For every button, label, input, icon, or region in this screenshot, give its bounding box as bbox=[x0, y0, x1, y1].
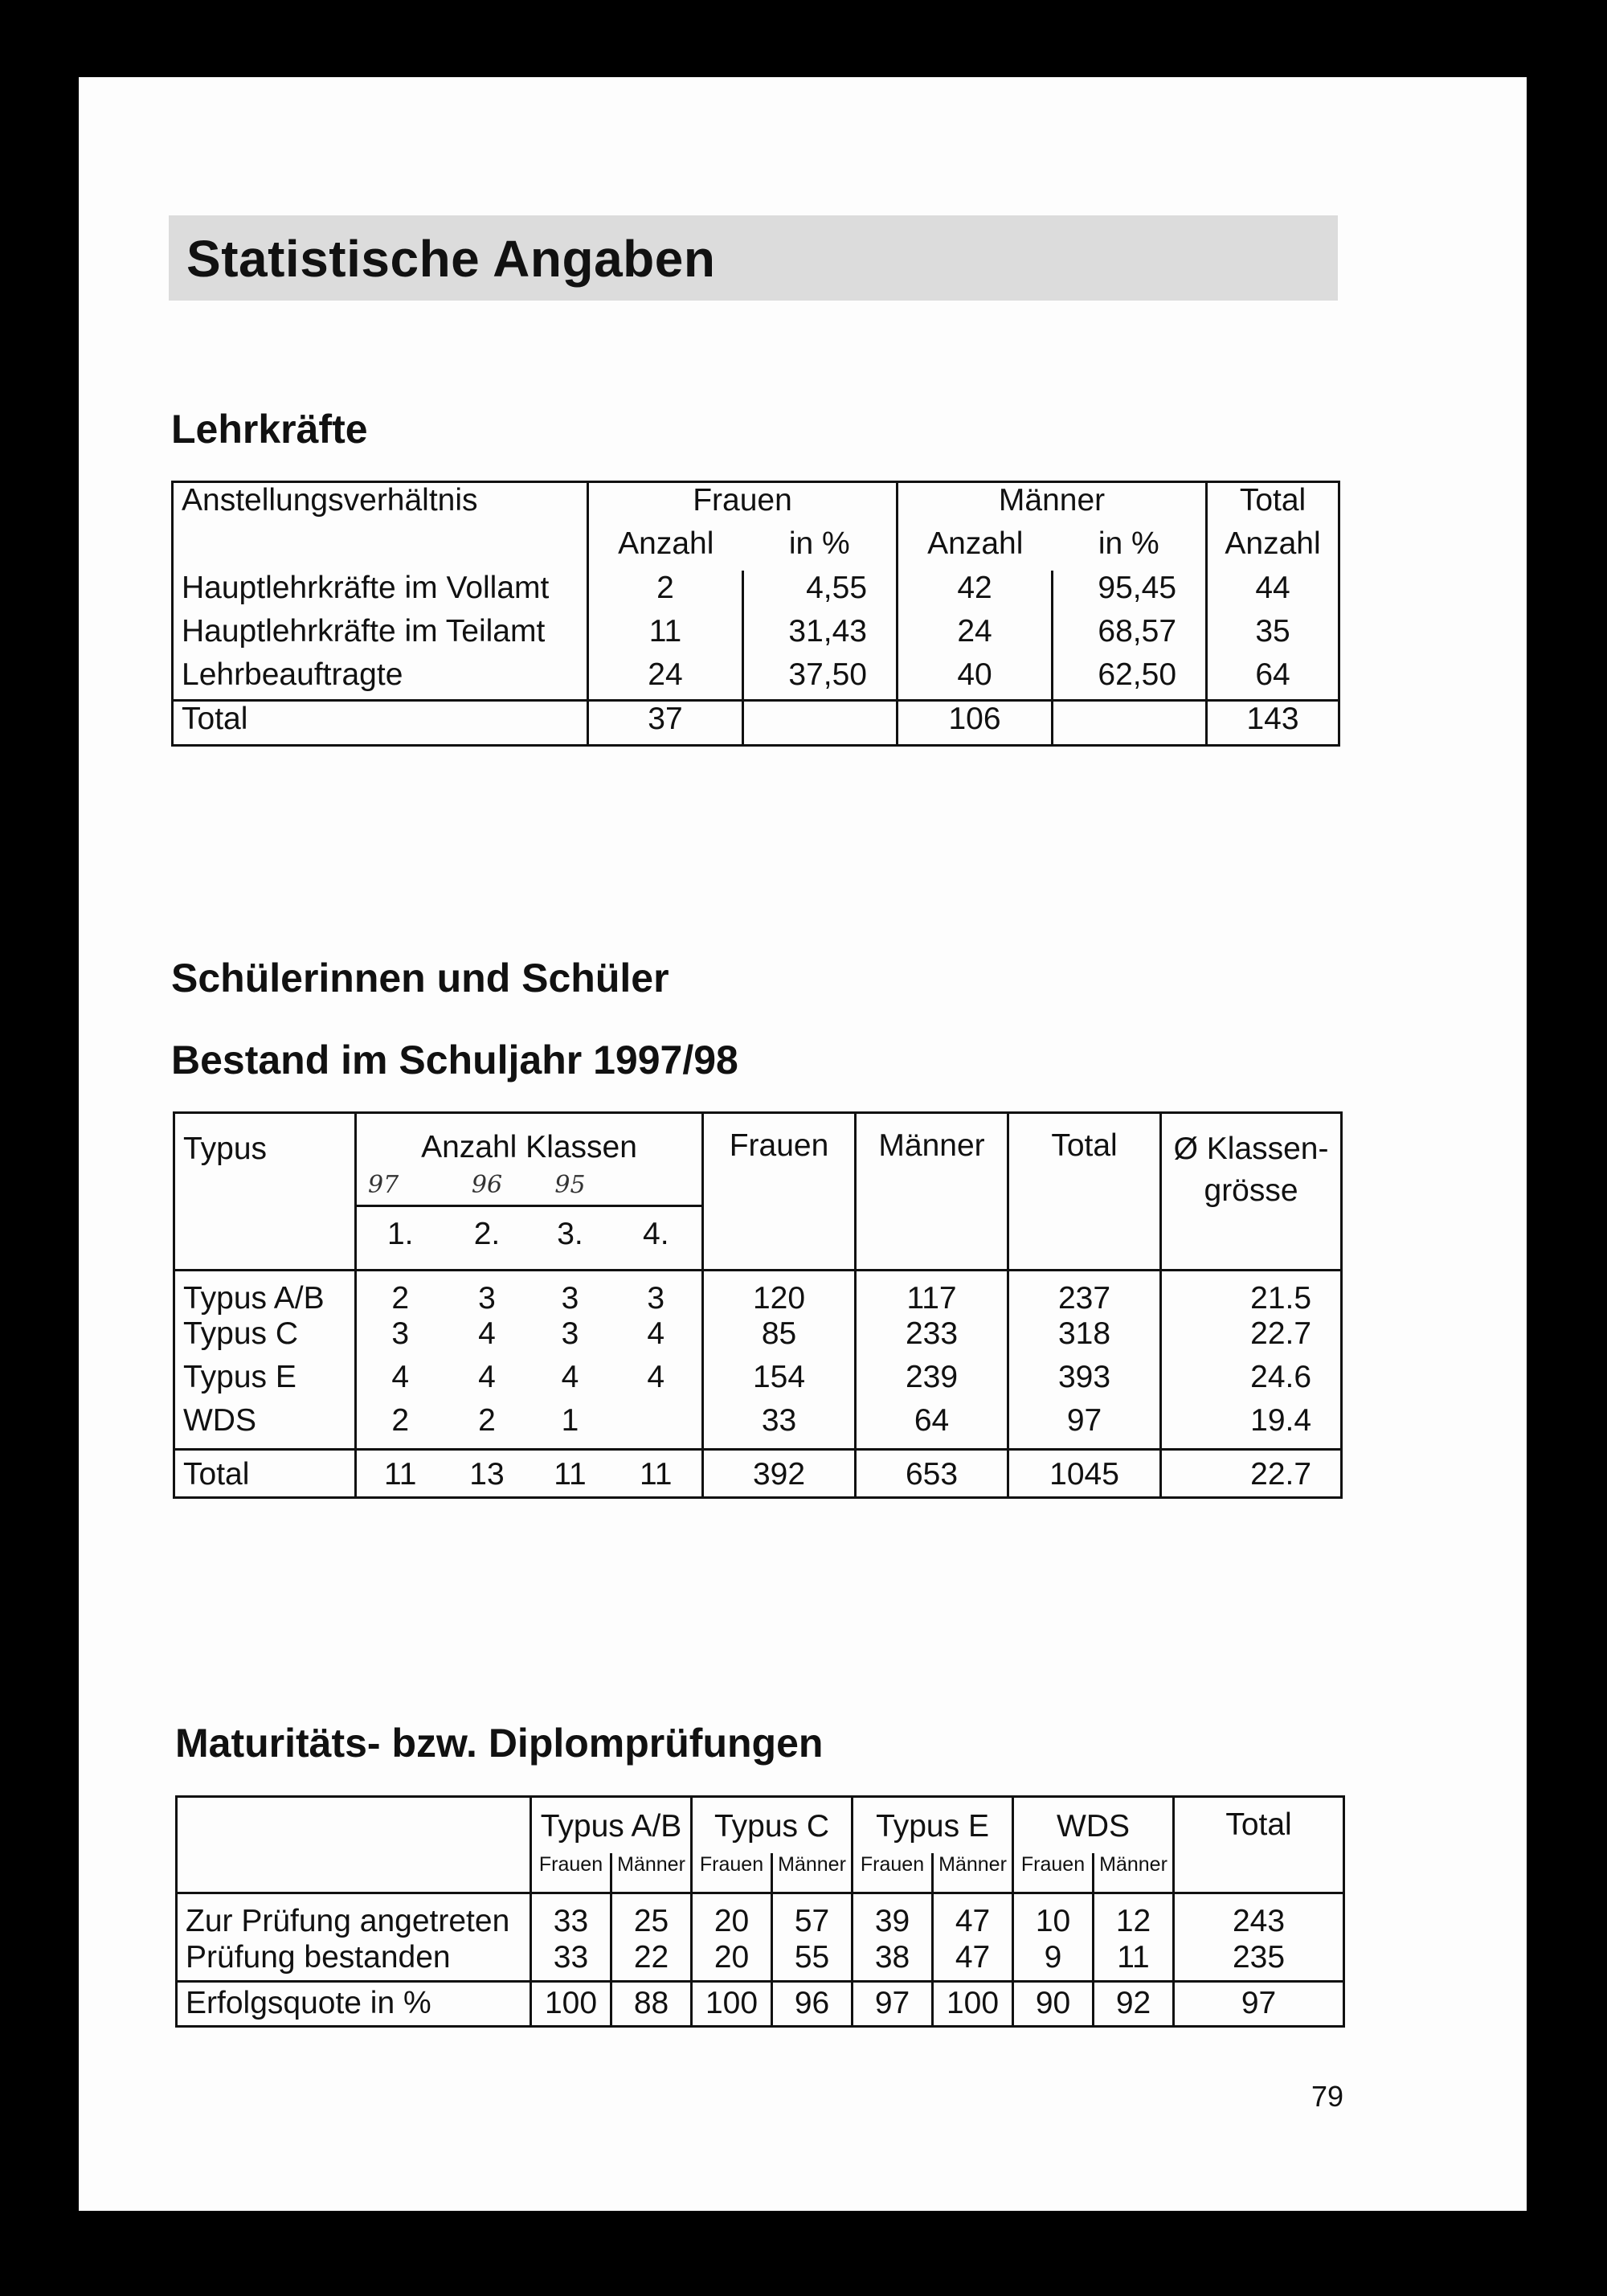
empty-cell bbox=[611, 1165, 703, 1205]
total-row bbox=[173, 701, 1339, 746]
cell-value: 12 bbox=[1094, 1893, 1174, 1940]
cell-groesse: 21.5 bbox=[1161, 1270, 1342, 1316]
header-maenner: Männer bbox=[856, 1113, 1008, 1271]
row-label: Hauptlehrkräfte im Vollamt bbox=[173, 571, 588, 614]
quote-total: 97 bbox=[1174, 1982, 1344, 2027]
cell-k1: 2 bbox=[391, 1402, 410, 1438]
handwritten-year: 95 bbox=[554, 1171, 586, 1199]
handwritten-year: 97 bbox=[368, 1171, 399, 1199]
cell-k4 bbox=[611, 1403, 703, 1450]
cell-k2: 4 bbox=[478, 1316, 496, 1351]
cell-k2: 3 bbox=[444, 1270, 530, 1316]
cell-total: 35 bbox=[1207, 614, 1339, 657]
cell-frauen-anzahl: 2 bbox=[588, 571, 743, 614]
cell-k3: 1 bbox=[561, 1402, 579, 1438]
page-number: 79 bbox=[1311, 2080, 1344, 2113]
table-row bbox=[174, 1360, 1342, 1403]
cell-frauen: 33 bbox=[703, 1403, 856, 1450]
header-total-anzahl: Anzahl bbox=[1207, 526, 1339, 571]
cell-maenner: 239 bbox=[856, 1360, 1008, 1403]
cell-total: 243 bbox=[1174, 1893, 1344, 1940]
table-row bbox=[173, 657, 1339, 701]
cell-value: 22 bbox=[611, 1940, 692, 1982]
empty-header-cell bbox=[177, 1797, 531, 1893]
cell-total: 393 bbox=[1008, 1360, 1161, 1403]
header-klasse-2: 2. bbox=[444, 1205, 530, 1270]
header-typus-e: Typus E bbox=[853, 1797, 1013, 1853]
cell-total: 237 bbox=[1008, 1270, 1161, 1316]
row-label: Prüfung bestanden bbox=[177, 1940, 531, 1982]
cell-value: 47 bbox=[933, 1893, 1013, 1940]
cell-value: 10 bbox=[1013, 1893, 1094, 1940]
header-typus-c: Typus C bbox=[692, 1797, 853, 1853]
cell-value: 25 bbox=[611, 1893, 692, 1940]
table-row bbox=[177, 1893, 1344, 1940]
total-maenner: 653 bbox=[856, 1450, 1008, 1498]
row-typus: Typus E bbox=[174, 1360, 356, 1403]
header-frauen: Frauen bbox=[692, 1853, 772, 1893]
quote-row bbox=[177, 1982, 1344, 2027]
cell-k2: 2 bbox=[478, 1402, 496, 1438]
cell-value: 47 bbox=[933, 1940, 1013, 1982]
empty-cell bbox=[1053, 701, 1207, 746]
header-maenner: Männer bbox=[611, 1853, 692, 1893]
schueler-subheading: Bestand im Schuljahr 1997/98 bbox=[171, 1037, 738, 1083]
header-maenner-anzahl: Anzahl bbox=[927, 526, 1024, 561]
total-k4: 11 bbox=[611, 1450, 703, 1498]
total-total: 1045 bbox=[1008, 1450, 1161, 1498]
cell-frauen-anzahl: 24 bbox=[588, 657, 743, 701]
row-typus: Typus C bbox=[174, 1316, 356, 1360]
total-frauen: 392 bbox=[703, 1450, 856, 1498]
header-maenner: Männer bbox=[772, 1853, 853, 1893]
cell-groesse: 19.4 bbox=[1161, 1403, 1342, 1450]
cell-maenner-pct: 62,50 bbox=[1053, 657, 1207, 701]
header-frauen: Frauen bbox=[703, 1113, 856, 1271]
header-frauen-anzahl: Anzahl bbox=[618, 526, 714, 561]
total-maenner: 106 bbox=[898, 701, 1053, 746]
cell-k3: 3 bbox=[530, 1270, 611, 1316]
quote-value: 90 bbox=[1013, 1982, 1094, 2027]
cell-value: 33 bbox=[531, 1940, 611, 1982]
total-k3: 11 bbox=[530, 1450, 611, 1498]
quote-value: 100 bbox=[933, 1982, 1013, 2027]
header-maenner-pct: in % bbox=[1053, 526, 1207, 571]
header-wds: WDS bbox=[1013, 1797, 1174, 1853]
cell-maenner-anzahl: 24 bbox=[898, 614, 1053, 657]
quote-value: 96 bbox=[772, 1982, 853, 2027]
cell-groesse: 22.7 bbox=[1161, 1316, 1342, 1360]
cell-frauen: 85 bbox=[703, 1316, 856, 1360]
total-label: Total bbox=[173, 701, 588, 746]
cell-frauen-pct: 4,55 bbox=[743, 571, 898, 614]
table-row bbox=[174, 1403, 1342, 1450]
cell-maenner-anzahl: 40 bbox=[898, 657, 1053, 701]
cell-frauen: 154 bbox=[703, 1360, 856, 1403]
quote-value: 100 bbox=[692, 1982, 772, 2027]
page-title: Statistische Angaben bbox=[186, 230, 716, 288]
lehrkraefte-heading: Lehrkräfte bbox=[171, 407, 368, 452]
cell-k3: 3 bbox=[561, 1316, 579, 1351]
header-klasse-4: 4. bbox=[611, 1205, 703, 1270]
header-frauen: Frauen bbox=[588, 482, 898, 526]
hand-note-cell bbox=[444, 1165, 530, 1205]
row-label: Hauptlehrkräfte im Teilamt bbox=[173, 614, 588, 657]
total-frauen: 37 bbox=[588, 701, 743, 746]
cell-k1: 2 bbox=[356, 1270, 444, 1316]
cell-value: 20 bbox=[692, 1940, 772, 1982]
header-klassengroesse bbox=[1161, 1113, 1342, 1271]
pruefungen-heading: Maturitäts- bzw. Diplomprüfungen bbox=[175, 1721, 824, 1766]
quote-label: Erfolgsquote in % bbox=[177, 1982, 531, 2027]
header-frauen-pct: in % bbox=[743, 526, 898, 571]
hand-note-cell bbox=[356, 1165, 444, 1205]
empty-cell bbox=[743, 701, 898, 746]
cell-value: 39 bbox=[853, 1893, 933, 1940]
handwritten-year: 96 bbox=[471, 1171, 503, 1199]
klassengroesse-line2: grösse bbox=[1204, 1173, 1298, 1208]
cell-groesse: 24.6 bbox=[1161, 1360, 1342, 1403]
total-k1: 11 bbox=[356, 1450, 444, 1498]
header-maenner: Männer bbox=[933, 1853, 1013, 1893]
cell-k3: 4 bbox=[561, 1359, 579, 1394]
cell-total: 44 bbox=[1207, 571, 1339, 614]
lehrkraefte-table bbox=[171, 481, 1340, 747]
cell-maenner: 233 bbox=[856, 1316, 1008, 1360]
total-groesse: 22.7 bbox=[1161, 1450, 1342, 1498]
cell-maenner-anzahl: 42 bbox=[898, 571, 1053, 614]
klassengroesse-line1: Ø Klassen- bbox=[1173, 1132, 1329, 1166]
cell-frauen: 120 bbox=[703, 1270, 856, 1316]
table-row bbox=[173, 614, 1339, 657]
row-label: Lehrbeauftragte bbox=[173, 657, 588, 701]
header-frauen: Frauen bbox=[1013, 1853, 1094, 1893]
header-total: Total bbox=[1174, 1797, 1344, 1893]
cell-value: 20 bbox=[692, 1893, 772, 1940]
cell-frauen-anzahl: 11 bbox=[588, 614, 743, 657]
quote-value: 92 bbox=[1094, 1982, 1174, 2027]
table-row bbox=[174, 1270, 1342, 1316]
cell-maenner-pct: 68,57 bbox=[1053, 614, 1207, 657]
schueler-heading: Schülerinnen und Schüler bbox=[171, 956, 669, 1001]
cell-k2: 4 bbox=[478, 1359, 496, 1394]
header-typus: Typus bbox=[174, 1113, 356, 1271]
table-row bbox=[177, 1940, 1344, 1982]
header-typus-ab: Typus A/B bbox=[531, 1797, 692, 1853]
header-maenner: Männer bbox=[1094, 1853, 1174, 1893]
cell-frauen-pct: 31,43 bbox=[743, 614, 898, 657]
total-total: 143 bbox=[1207, 701, 1339, 746]
row-typus: Typus A/B bbox=[174, 1270, 356, 1316]
cell-k4: 3 bbox=[611, 1270, 703, 1316]
header-klasse-1: 1. bbox=[356, 1205, 444, 1270]
quote-value: 97 bbox=[853, 1982, 933, 2027]
header-anzahl-klassen: Anzahl Klassen bbox=[356, 1113, 703, 1166]
quote-value: 88 bbox=[611, 1982, 692, 2027]
cell-maenner-pct: 95,45 bbox=[1053, 571, 1207, 614]
header-klasse-3: 3. bbox=[530, 1205, 611, 1270]
total-k2: 13 bbox=[444, 1450, 530, 1498]
header-total: Total bbox=[1207, 482, 1339, 526]
cell-value: 9 bbox=[1013, 1940, 1094, 1982]
cell-k4: 4 bbox=[611, 1316, 703, 1360]
header-total: Total bbox=[1008, 1113, 1161, 1271]
header-frauen: Frauen bbox=[853, 1853, 933, 1893]
total-row bbox=[174, 1450, 1342, 1498]
hand-note-cell bbox=[530, 1165, 611, 1205]
cell-k4: 4 bbox=[611, 1360, 703, 1403]
cell-value: 11 bbox=[1094, 1940, 1174, 1982]
quote-value: 100 bbox=[531, 1982, 611, 2027]
cell-total: 64 bbox=[1207, 657, 1339, 701]
table-row bbox=[173, 571, 1339, 614]
cell-value: 57 bbox=[772, 1893, 853, 1940]
cell-k1: 3 bbox=[391, 1316, 410, 1351]
row-label: Zur Prüfung angetreten bbox=[177, 1893, 531, 1940]
header-anstellungsverhaeltnis: Anstellungsverhältnis bbox=[173, 482, 588, 571]
cell-total: 318 bbox=[1008, 1316, 1161, 1360]
schueler-table bbox=[173, 1111, 1343, 1499]
cell-value: 33 bbox=[531, 1893, 611, 1940]
pruefungen-table bbox=[175, 1795, 1345, 2028]
cell-total: 235 bbox=[1174, 1940, 1344, 1982]
cell-value: 55 bbox=[772, 1940, 853, 1982]
row-typus: WDS bbox=[174, 1403, 356, 1450]
cell-frauen-pct: 37,50 bbox=[743, 657, 898, 701]
total-label: Total bbox=[174, 1450, 356, 1498]
header-frauen: Frauen bbox=[531, 1853, 611, 1893]
cell-total: 97 bbox=[1008, 1403, 1161, 1450]
cell-maenner: 64 bbox=[856, 1403, 1008, 1450]
cell-value: 38 bbox=[853, 1940, 933, 1982]
cell-k1: 4 bbox=[391, 1359, 410, 1394]
table-row bbox=[174, 1316, 1342, 1360]
cell-maenner: 117 bbox=[856, 1270, 1008, 1316]
header-maenner: Männer bbox=[898, 482, 1207, 526]
